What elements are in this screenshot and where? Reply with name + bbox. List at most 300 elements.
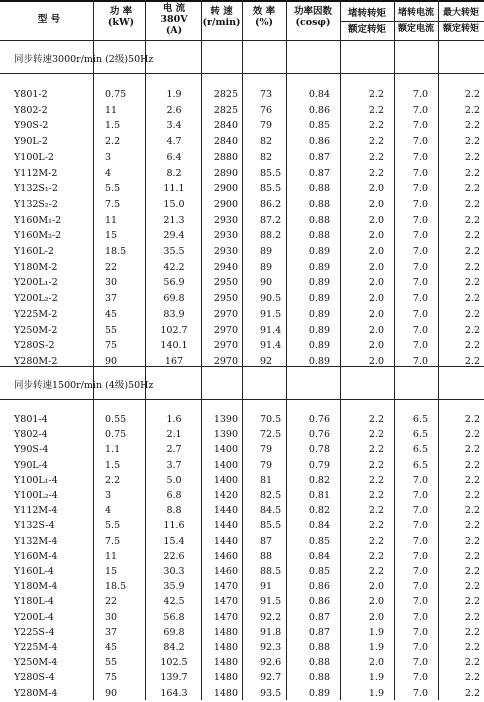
cell-power-factor: 0.89 bbox=[308, 324, 330, 336]
cell-efficiency: 91.8 bbox=[260, 626, 282, 638]
cell-power: 1.1 bbox=[105, 444, 121, 456]
cell-speed: 2970 bbox=[213, 355, 238, 367]
cell-model: Y112M-4 bbox=[14, 505, 58, 517]
cell-speed: 2940 bbox=[213, 261, 238, 273]
cell-locked-current-ratio: 6.5 bbox=[412, 414, 428, 425]
cell-efficiency: 88.2 bbox=[260, 230, 282, 242]
cell-max-torque-ratio: 2.2 bbox=[464, 340, 480, 352]
cell-model: Y225M-2 bbox=[14, 308, 58, 320]
cell-efficiency: 89 bbox=[260, 261, 273, 273]
cell-speed: 2900 bbox=[213, 198, 238, 210]
cell-power-factor: 0.89 bbox=[308, 246, 330, 257]
cell-current: 29.4 bbox=[163, 230, 185, 242]
cell-max-torque-ratio: 2.2 bbox=[464, 246, 480, 257]
cell-speed: 2930 bbox=[213, 214, 238, 226]
cell-current: 4.7 bbox=[166, 136, 182, 148]
cell-speed: 1420 bbox=[213, 490, 238, 501]
cell-efficiency: 92.2 bbox=[260, 611, 282, 623]
cell-locked-current-ratio: 7.0 bbox=[412, 611, 428, 623]
cell-power-factor: 0.89 bbox=[308, 355, 330, 367]
cell-current: 102.7 bbox=[160, 324, 188, 336]
cell-current: 6.8 bbox=[166, 490, 182, 501]
cell-max-torque-ratio: 2.2 bbox=[464, 151, 480, 163]
cell-locked-current-ratio: 7.0 bbox=[412, 626, 428, 638]
cell-current: 35.9 bbox=[163, 581, 185, 593]
cell-current: 139.7 bbox=[160, 672, 188, 684]
cell-model: Y160M-4 bbox=[14, 550, 58, 562]
cell-current: 15.4 bbox=[163, 535, 185, 547]
header-locked-torque: 堵转转矩 bbox=[347, 8, 386, 19]
cell-power: 7.5 bbox=[105, 535, 121, 547]
cell-max-torque-ratio: 2.2 bbox=[464, 626, 480, 638]
cell-efficiency: 79 bbox=[260, 120, 273, 132]
cell-model: Y200L₂-2 bbox=[14, 293, 58, 305]
cell-current: 8.2 bbox=[166, 167, 182, 179]
cell-power: 2.2 bbox=[105, 474, 121, 486]
cell-locked-current-ratio: 7.0 bbox=[412, 474, 428, 486]
header-max-torque: 最大转矩 bbox=[442, 8, 479, 18]
cell-power: 75 bbox=[105, 672, 118, 684]
cell-model: Y200L₁-2 bbox=[14, 277, 58, 289]
col-divider-1 bbox=[93, 0, 94, 700]
cell-locked-current-ratio: 7.0 bbox=[412, 277, 428, 289]
cell-model: Y180L-4 bbox=[14, 596, 54, 608]
cell-max-torque-ratio: 2.2 bbox=[464, 611, 480, 623]
cell-max-torque-ratio: 2.2 bbox=[464, 230, 480, 242]
cell-power-factor: 0.85 bbox=[308, 535, 330, 547]
cell-power-factor: 0.89 bbox=[308, 261, 330, 273]
cell-model: Y132M-4 bbox=[14, 535, 58, 547]
cell-max-torque-ratio: 2.2 bbox=[464, 687, 480, 699]
cell-max-torque-ratio: 2.2 bbox=[464, 277, 480, 289]
cell-locked-torque-ratio: 2.0 bbox=[368, 293, 384, 305]
cell-model: Y280S-4 bbox=[14, 672, 55, 684]
cell-efficiency: 87 bbox=[260, 535, 273, 547]
cell-model: Y801-2 bbox=[14, 89, 48, 100]
cell-locked-current-ratio: 7.0 bbox=[412, 520, 428, 532]
cell-max-torque-ratio: 2.2 bbox=[464, 324, 480, 336]
header-power: 功 率 (kW) bbox=[107, 6, 135, 28]
cell-speed: 1390 bbox=[213, 429, 238, 441]
cell-power-factor: 0.86 bbox=[308, 136, 330, 148]
cell-locked-current-ratio: 7.0 bbox=[412, 687, 428, 699]
cell-locked-torque-ratio: 1.9 bbox=[368, 642, 384, 653]
cell-power-factor: 0.82 bbox=[308, 505, 330, 517]
cell-max-torque-ratio: 2.2 bbox=[464, 167, 480, 179]
cell-current: 11.6 bbox=[163, 520, 185, 532]
cell-locked-current-ratio: 7.0 bbox=[412, 246, 428, 257]
cell-efficiency: 92 bbox=[260, 355, 273, 367]
cell-locked-torque-ratio: 2.0 bbox=[368, 246, 384, 257]
section2-title: 同步转速1500r/min (4级)50Hz bbox=[14, 380, 154, 391]
cell-speed: 2970 bbox=[213, 340, 238, 352]
cell-locked-current-ratio: 7.0 bbox=[412, 550, 428, 562]
cell-max-torque-ratio: 2.2 bbox=[464, 261, 480, 273]
cell-model: Y90S-2 bbox=[14, 120, 49, 132]
cell-power: 18.5 bbox=[105, 581, 127, 593]
cell-power: 11 bbox=[105, 104, 118, 116]
cell-locked-current-ratio: 6.5 bbox=[412, 459, 428, 471]
cell-model: Y160M₁-2 bbox=[14, 214, 62, 226]
cell-speed: 1470 bbox=[213, 596, 238, 608]
cell-speed: 1400 bbox=[213, 444, 238, 456]
cell-power-factor: 0.89 bbox=[308, 340, 330, 352]
cell-speed: 1460 bbox=[213, 566, 238, 577]
cell-power: 2.2 bbox=[105, 136, 121, 148]
cell-power: 30 bbox=[105, 277, 118, 289]
cell-current: 164.3 bbox=[160, 687, 188, 699]
cell-locked-current-ratio: 7.0 bbox=[412, 642, 428, 653]
cell-model: Y90S-4 bbox=[14, 444, 49, 456]
cell-efficiency: 92.3 bbox=[260, 642, 282, 653]
cell-locked-torque-ratio: 1.9 bbox=[368, 626, 384, 638]
cell-locked-current-ratio: 7.0 bbox=[412, 490, 428, 501]
cell-power: 15 bbox=[105, 230, 118, 242]
cell-max-torque-ratio: 2.2 bbox=[464, 444, 480, 456]
cell-current: 15.0 bbox=[163, 198, 185, 210]
cell-speed: 2970 bbox=[213, 324, 238, 336]
cell-speed: 2900 bbox=[213, 183, 238, 195]
cell-model: Y250M-4 bbox=[14, 657, 58, 669]
cell-efficiency: 87.2 bbox=[260, 214, 282, 226]
col-divider-7 bbox=[394, 0, 395, 700]
cell-efficiency: 89 bbox=[260, 246, 273, 257]
cell-power-factor: 0.85 bbox=[308, 120, 330, 132]
cell-locked-torque-ratio: 1.9 bbox=[368, 687, 384, 699]
cell-power: 75 bbox=[105, 340, 118, 352]
cell-power: 4 bbox=[105, 505, 112, 517]
cell-model: Y132S-4 bbox=[14, 520, 55, 532]
cell-max-torque-ratio: 2.2 bbox=[464, 293, 480, 305]
cell-speed: 1470 bbox=[213, 581, 238, 593]
cell-locked-torque-ratio: 1.9 bbox=[368, 672, 384, 684]
cell-power-factor: 0.86 bbox=[308, 596, 330, 608]
cell-power: 22 bbox=[105, 596, 118, 608]
header-rated-torque-2: 额定转矩 bbox=[442, 24, 479, 34]
cell-locked-torque-ratio: 2.2 bbox=[368, 414, 384, 425]
cell-locked-current-ratio: 7.0 bbox=[412, 151, 428, 163]
cell-efficiency: 81 bbox=[260, 474, 273, 486]
col-divider-2 bbox=[145, 0, 146, 700]
cell-efficiency: 88.5 bbox=[260, 566, 282, 577]
cell-speed: 2930 bbox=[213, 230, 238, 242]
cell-locked-current-ratio: 7.0 bbox=[412, 535, 428, 547]
cell-efficiency: 82 bbox=[260, 136, 273, 148]
cell-model: Y180M-4 bbox=[14, 581, 58, 593]
cell-current: 3.4 bbox=[166, 120, 182, 132]
cell-current: 69.8 bbox=[163, 293, 185, 305]
cell-power-factor: 0.88 bbox=[308, 657, 330, 669]
cell-efficiency: 91.4 bbox=[260, 324, 282, 336]
cell-power-factor: 0.88 bbox=[308, 230, 330, 242]
cell-speed: 1440 bbox=[213, 535, 238, 547]
cell-power: 15 bbox=[105, 566, 118, 577]
cell-locked-torque-ratio: 2.0 bbox=[368, 340, 384, 352]
cell-locked-torque-ratio: 2.2 bbox=[368, 444, 384, 456]
cell-locked-current-ratio: 7.0 bbox=[412, 308, 428, 320]
cell-max-torque-ratio: 2.2 bbox=[464, 183, 480, 195]
cell-locked-torque-ratio: 2.0 bbox=[368, 355, 384, 367]
cell-efficiency: 82.5 bbox=[260, 490, 282, 501]
cell-current: 22.6 bbox=[163, 550, 185, 562]
cell-locked-current-ratio: 7.0 bbox=[412, 672, 428, 684]
cell-power: 45 bbox=[105, 308, 118, 320]
cell-model: Y200L-4 bbox=[14, 611, 54, 623]
cell-locked-torque-ratio: 2.2 bbox=[368, 89, 384, 100]
col-divider-8 bbox=[438, 0, 439, 700]
cell-power: 3 bbox=[105, 490, 112, 501]
cell-power-factor: 0.76 bbox=[308, 414, 330, 425]
cell-current: 1.6 bbox=[166, 414, 182, 425]
cell-efficiency: 92.7 bbox=[260, 672, 282, 684]
cell-power-factor: 0.85 bbox=[308, 566, 330, 577]
cell-max-torque-ratio: 2.2 bbox=[464, 642, 480, 653]
cell-max-torque-ratio: 2.2 bbox=[464, 596, 480, 608]
cell-locked-torque-ratio: 2.0 bbox=[368, 277, 384, 289]
cell-efficiency: 91.5 bbox=[260, 308, 282, 320]
cell-power: 90 bbox=[105, 355, 118, 367]
cell-locked-torque-ratio: 2.0 bbox=[368, 611, 384, 623]
cell-locked-torque-ratio: 2.0 bbox=[368, 261, 384, 273]
cell-speed: 2930 bbox=[213, 246, 238, 257]
cell-speed: 2840 bbox=[213, 136, 238, 148]
cell-model: Y90L-2 bbox=[14, 136, 48, 148]
cell-power-factor: 0.88 bbox=[308, 198, 330, 210]
cell-current: 167 bbox=[164, 355, 184, 367]
cell-locked-torque-ratio: 2.0 bbox=[368, 596, 384, 608]
cell-locked-current-ratio: 7.0 bbox=[412, 324, 428, 336]
header-rated-torque-1: 额定转矩 bbox=[347, 24, 386, 35]
cell-efficiency: 70.5 bbox=[260, 414, 282, 425]
col-divider-4 bbox=[242, 0, 243, 700]
cell-locked-torque-ratio: 2.0 bbox=[368, 198, 384, 210]
cell-locked-torque-ratio: 2.2 bbox=[368, 505, 384, 517]
cell-speed: 1440 bbox=[213, 505, 238, 517]
cell-efficiency: 76 bbox=[260, 104, 273, 116]
cell-power: 30 bbox=[105, 611, 118, 623]
cell-current: 6.4 bbox=[166, 151, 182, 163]
header-model: 型 号 bbox=[37, 14, 61, 25]
cell-efficiency: 85.5 bbox=[260, 167, 282, 179]
cell-current: 2.7 bbox=[166, 444, 182, 456]
cell-model: Y160M₂-2 bbox=[14, 230, 62, 242]
cell-current: 21.3 bbox=[163, 214, 185, 226]
cell-speed: 1460 bbox=[213, 550, 238, 562]
cell-current: 42.5 bbox=[163, 596, 185, 608]
cell-efficiency: 85.5 bbox=[260, 520, 282, 532]
cell-power: 1.5 bbox=[105, 120, 121, 132]
cell-efficiency: 88 bbox=[260, 550, 273, 562]
cell-model: Y280M-4 bbox=[14, 687, 58, 699]
cell-model: Y280S-2 bbox=[14, 340, 55, 352]
cell-current: 69.8 bbox=[163, 626, 185, 638]
cell-power-factor: 0.88 bbox=[308, 183, 330, 195]
cell-power-factor: 0.82 bbox=[308, 474, 330, 486]
cell-locked-current-ratio: 7.0 bbox=[412, 340, 428, 352]
cell-power-factor: 0.88 bbox=[308, 642, 330, 653]
cell-speed: 1480 bbox=[213, 642, 238, 653]
cell-power-factor: 0.86 bbox=[308, 581, 330, 593]
cell-power-factor: 0.89 bbox=[308, 687, 330, 699]
cell-current: 1.9 bbox=[166, 89, 182, 100]
cell-locked-torque-ratio: 2.2 bbox=[368, 490, 384, 501]
cell-efficiency: 90.5 bbox=[260, 293, 282, 305]
cell-max-torque-ratio: 2.2 bbox=[464, 214, 480, 226]
cell-speed: 2825 bbox=[213, 89, 238, 100]
cell-power: 7.5 bbox=[105, 198, 121, 210]
cell-power: 0.55 bbox=[105, 414, 127, 425]
cell-locked-current-ratio: 7.0 bbox=[412, 167, 428, 179]
cell-power: 0.75 bbox=[105, 429, 127, 441]
header-efficiency: 效 率 (%) bbox=[252, 6, 276, 28]
cell-model: Y225S-4 bbox=[14, 626, 55, 638]
cell-locked-current-ratio: 7.0 bbox=[412, 293, 428, 305]
cell-max-torque-ratio: 2.2 bbox=[464, 136, 480, 148]
cell-max-torque-ratio: 2.2 bbox=[464, 550, 480, 562]
cell-model: Y180M-2 bbox=[14, 261, 58, 273]
cell-locked-torque-ratio: 2.0 bbox=[368, 183, 384, 195]
cell-locked-torque-ratio: 2.2 bbox=[368, 120, 384, 132]
cell-power-factor: 0.87 bbox=[308, 626, 330, 638]
cell-power: 55 bbox=[105, 657, 118, 669]
cell-model: Y802-2 bbox=[14, 104, 48, 116]
cell-model: Y100L-2 bbox=[14, 151, 54, 163]
cell-power: 11 bbox=[105, 214, 118, 226]
cell-speed: 2825 bbox=[213, 104, 238, 116]
cell-speed: 1480 bbox=[213, 687, 238, 699]
cell-power: 37 bbox=[105, 626, 118, 638]
cell-speed: 2950 bbox=[213, 293, 238, 305]
cell-locked-current-ratio: 6.5 bbox=[412, 444, 428, 456]
header-speed: 转 速 (r/min) bbox=[202, 6, 241, 28]
cell-max-torque-ratio: 2.2 bbox=[464, 505, 480, 517]
cell-power-factor: 0.87 bbox=[308, 151, 330, 163]
cell-locked-current-ratio: 7.0 bbox=[412, 581, 428, 593]
cell-speed: 2890 bbox=[213, 167, 238, 179]
cell-max-torque-ratio: 2.2 bbox=[464, 657, 480, 669]
cell-power: 3 bbox=[105, 151, 112, 163]
cell-max-torque-ratio: 2.2 bbox=[464, 355, 480, 367]
cell-speed: 1400 bbox=[213, 459, 238, 471]
cell-power-factor: 0.84 bbox=[308, 89, 330, 100]
cell-current: 5.0 bbox=[166, 474, 182, 486]
cell-power: 45 bbox=[105, 642, 118, 653]
cell-model: Y802-4 bbox=[14, 429, 48, 441]
cell-max-torque-ratio: 2.2 bbox=[464, 120, 480, 132]
cell-max-torque-ratio: 2.2 bbox=[464, 535, 480, 547]
cell-efficiency: 90 bbox=[260, 277, 273, 289]
cell-current: 83.9 bbox=[163, 308, 185, 320]
cell-locked-current-ratio: 7.0 bbox=[412, 505, 428, 517]
cell-power: 0.75 bbox=[105, 89, 127, 100]
cell-max-torque-ratio: 2.2 bbox=[464, 414, 480, 425]
cell-current: 3.7 bbox=[166, 459, 182, 471]
col-divider-6 bbox=[340, 0, 341, 700]
cell-locked-torque-ratio: 2.2 bbox=[368, 535, 384, 547]
cell-current: 56.8 bbox=[163, 611, 185, 623]
cell-current: 102.5 bbox=[160, 657, 188, 669]
cell-power: 5.5 bbox=[105, 183, 121, 195]
cell-locked-torque-ratio: 2.2 bbox=[368, 520, 384, 532]
cell-current: 42.2 bbox=[163, 261, 185, 273]
cell-locked-current-ratio: 7.0 bbox=[412, 261, 428, 273]
cell-efficiency: 79 bbox=[260, 444, 273, 456]
cell-speed: 2970 bbox=[213, 308, 238, 320]
cell-power: 37 bbox=[105, 293, 118, 305]
cell-max-torque-ratio: 2.2 bbox=[464, 308, 480, 320]
cell-efficiency: 86.2 bbox=[260, 198, 282, 210]
cell-locked-current-ratio: 7.0 bbox=[412, 89, 428, 100]
cell-locked-torque-ratio: 2.2 bbox=[368, 104, 384, 116]
cell-locked-torque-ratio: 2.0 bbox=[368, 308, 384, 320]
cell-current: 140.1 bbox=[160, 340, 188, 352]
cell-locked-current-ratio: 7.0 bbox=[412, 355, 428, 367]
cell-speed: 1480 bbox=[213, 672, 238, 684]
cell-locked-current-ratio: 7.0 bbox=[412, 104, 428, 116]
cell-max-torque-ratio: 2.2 bbox=[464, 104, 480, 116]
cell-locked-torque-ratio: 2.0 bbox=[368, 230, 384, 242]
cell-locked-torque-ratio: 2.0 bbox=[368, 657, 384, 669]
cell-model: Y90L-4 bbox=[14, 459, 48, 471]
cell-power: 18.5 bbox=[105, 246, 127, 257]
cell-power-factor: 0.88 bbox=[308, 214, 330, 226]
header-power-factor: 功率因数 (cosφ) bbox=[293, 6, 332, 28]
cell-max-torque-ratio: 2.2 bbox=[464, 474, 480, 486]
cell-power: 1.5 bbox=[105, 459, 121, 471]
cell-power-factor: 0.84 bbox=[308, 520, 330, 532]
cell-efficiency: 84.5 bbox=[260, 505, 282, 517]
cell-model: Y160L-4 bbox=[14, 566, 54, 577]
cell-efficiency: 92.6 bbox=[260, 657, 282, 669]
cell-model: Y250M-2 bbox=[14, 324, 58, 336]
col-divider-3 bbox=[201, 0, 202, 700]
cell-speed: 1470 bbox=[213, 611, 238, 623]
cell-speed: 2950 bbox=[213, 277, 238, 289]
cell-locked-current-ratio: 7.0 bbox=[412, 183, 428, 195]
cell-speed: 1440 bbox=[213, 520, 238, 532]
cell-locked-current-ratio: 7.0 bbox=[412, 198, 428, 210]
cell-efficiency: 91.4 bbox=[260, 340, 282, 352]
cell-locked-current-ratio: 7.0 bbox=[412, 657, 428, 669]
cell-locked-torque-ratio: 2.0 bbox=[368, 214, 384, 226]
cell-model: Y100L₁-4 bbox=[14, 474, 58, 486]
cell-max-torque-ratio: 2.2 bbox=[464, 672, 480, 684]
cell-locked-torque-ratio: 2.2 bbox=[368, 566, 384, 577]
cell-efficiency: 91 bbox=[260, 581, 273, 593]
cell-speed: 1400 bbox=[213, 474, 238, 486]
cell-power: 22 bbox=[105, 261, 118, 273]
cell-max-torque-ratio: 2.2 bbox=[464, 459, 480, 471]
cell-efficiency: 82 bbox=[260, 151, 273, 163]
cell-model: Y225M-4 bbox=[14, 642, 58, 653]
cell-max-torque-ratio: 2.2 bbox=[464, 581, 480, 593]
cell-locked-torque-ratio: 2.0 bbox=[368, 324, 384, 336]
cell-locked-torque-ratio: 2.2 bbox=[368, 151, 384, 163]
cell-max-torque-ratio: 2.2 bbox=[464, 490, 480, 501]
section1-title: 同步转速3000r/min (2级)50Hz bbox=[14, 54, 154, 65]
cell-speed: 2840 bbox=[213, 120, 238, 132]
header-rated-current: 额定电流 bbox=[397, 24, 434, 34]
cell-efficiency: 73 bbox=[260, 89, 273, 100]
cell-power-factor: 0.87 bbox=[308, 167, 330, 179]
cell-power: 11 bbox=[105, 550, 118, 562]
cell-current: 30.3 bbox=[163, 566, 185, 577]
header-current: 电 流 380V (A) bbox=[160, 3, 188, 36]
cell-model: Y100L₂-4 bbox=[14, 490, 58, 501]
cell-locked-current-ratio: 7.0 bbox=[412, 120, 428, 132]
cell-power: 90 bbox=[105, 687, 118, 699]
cell-locked-torque-ratio: 2.2 bbox=[368, 429, 384, 441]
